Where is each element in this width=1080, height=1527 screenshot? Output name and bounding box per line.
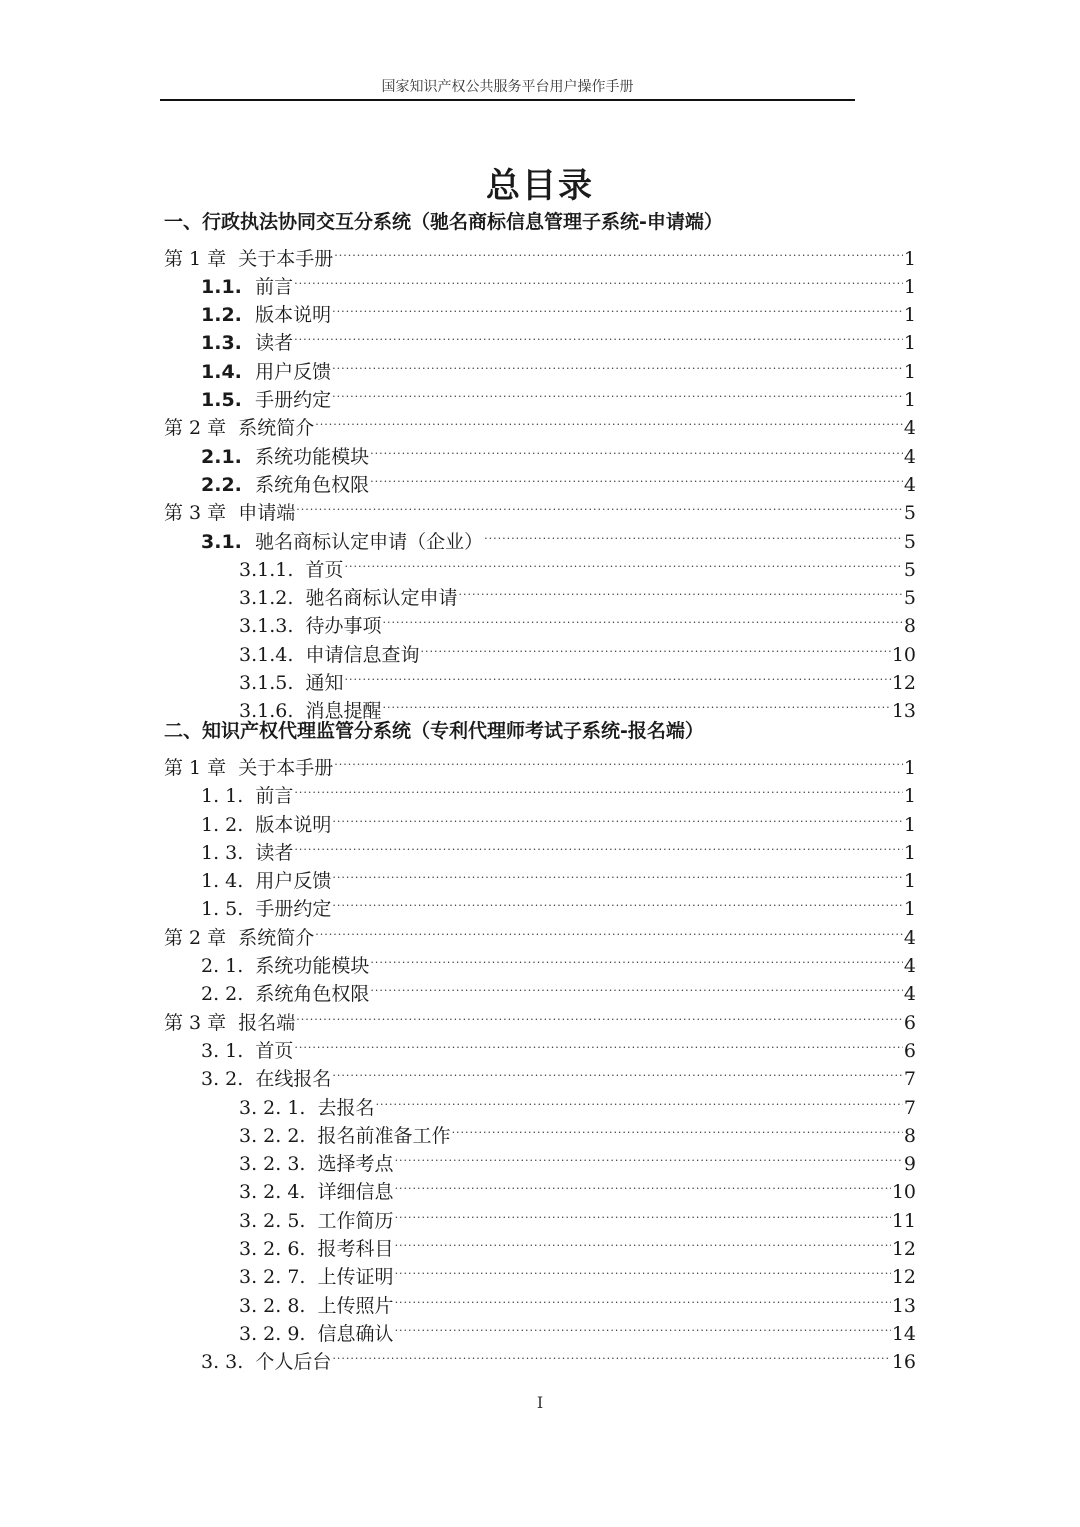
toc-entry-page: 5 [903, 502, 916, 525]
toc-entry-page: 1 [903, 360, 916, 383]
toc-entry-number: 2. 2. [201, 983, 256, 1006]
toc-entry-number: 3. 2. 9. [239, 1322, 318, 1345]
toc-dot-leader [484, 519, 903, 547]
toc-dot-leader [296, 1000, 903, 1028]
toc-entry-page: 7 [903, 1068, 916, 1091]
table-of-contents [164, 208, 916, 1374]
toc-entry-number: 1. 3. [201, 841, 256, 864]
toc-entry-label: 手册约定 [255, 389, 332, 412]
toc-entry-number: 3. 2. 2. [239, 1124, 318, 1147]
toc-entry-number: 2. 1. [201, 955, 256, 978]
toc-entry-page: 6 [903, 1039, 916, 1062]
toc-section-heading: 一、行政执法协同交互分系统（驰名商标信息管理子系统-申请端） [164, 211, 723, 233]
toc-entry-label: 个人后台 [255, 1351, 332, 1374]
toc-entry-page: 14 [891, 1322, 916, 1345]
toc-entry-label: 版本说明 [255, 304, 332, 327]
toc-entry-number: 3.1.6. [239, 700, 306, 723]
toc-dot-leader [334, 236, 903, 264]
toc-dot-leader [395, 1283, 891, 1311]
toc-entry-label: 驰名商标认定申请 [305, 587, 458, 610]
toc-entry-page: 8 [903, 615, 916, 638]
toc-entry-page: 11 [891, 1209, 916, 1232]
toc-dot-leader [376, 1085, 903, 1113]
toc-dot-leader [344, 661, 890, 689]
toc-entry-label: 选择考点 [317, 1153, 394, 1176]
toc-dot-leader [332, 1340, 890, 1368]
toc-entry-label: 驰名商标认定申请（企业） [255, 530, 484, 553]
toc-dot-leader [294, 831, 903, 859]
toc-entry-page: 1 [903, 389, 916, 412]
toc-entry-page: 1 [903, 332, 916, 355]
toc-entry-number: 3. 3. [201, 1351, 256, 1374]
toc-entry-number: 1.2. [201, 304, 256, 327]
toc-dot-leader [294, 1029, 903, 1057]
toc-dot-leader [296, 491, 903, 519]
page-title: 总目录 [486, 166, 594, 206]
toc-entry-number: 3.1.3. [239, 615, 306, 638]
toc-entry-page: 1 [903, 841, 916, 864]
toc-entry-page: 9 [903, 1153, 916, 1176]
toc-entry-label: 关于本手册 [238, 247, 334, 270]
toc-entry-number: 3. 2. 5. [239, 1209, 318, 1232]
toc-entry-page: 13 [891, 1294, 916, 1317]
toc-entry-label: 在线报名 [255, 1068, 332, 1091]
toc-entry-number: 第 1 章 [164, 247, 239, 270]
toc-entry-label: 系统简介 [238, 926, 315, 949]
toc-dot-leader [370, 434, 903, 462]
toc-dot-leader [395, 1312, 891, 1340]
toc-dot-leader [395, 1170, 891, 1198]
toc-dot-leader [395, 1255, 891, 1283]
toc-entry-label: 系统简介 [238, 417, 315, 440]
toc-entry-number: 第 2 章 [164, 417, 239, 440]
toc-entry-number: 2.1. [201, 445, 256, 468]
toc-entry-label: 版本说明 [255, 813, 332, 836]
toc-entry[interactable] [164, 236, 916, 270]
toc-entry-label: 去报名 [317, 1096, 375, 1119]
toc-entry-number: 3.1.5. [239, 672, 306, 695]
toc-entry-label: 前言 [255, 275, 294, 298]
toc-entry-page: 7 [903, 1096, 916, 1119]
toc-dot-leader [332, 802, 903, 830]
toc-entry-number: 第 3 章 [164, 1011, 239, 1034]
toc-entry-label: 用户反馈 [255, 360, 332, 383]
toc-entry-page: 1 [903, 813, 916, 836]
toc-entry-number: 3. 2. 1. [239, 1096, 318, 1119]
toc-entry-page: 10 [891, 1181, 916, 1204]
toc-entry-label: 消息提醒 [305, 700, 382, 723]
toc-entry-label: 工作简历 [317, 1209, 394, 1232]
toc-entry-page: 1 [903, 304, 916, 327]
toc-entry-number: 2.2. [201, 473, 256, 496]
toc-entry-label: 上传照片 [317, 1294, 394, 1317]
toc-entry-number: 3. 2. 7. [239, 1266, 318, 1289]
toc-entry-page: 4 [903, 445, 916, 468]
toc-entry-page: 1 [903, 870, 916, 893]
toc-entry-page: 1 [903, 785, 916, 808]
toc-dot-leader [294, 774, 903, 802]
toc-entry-number: 3. 2. [201, 1068, 256, 1091]
toc-dot-leader [382, 604, 902, 632]
toc-entry-label: 手册约定 [255, 898, 332, 921]
toc-dot-leader [332, 349, 903, 377]
toc-dot-leader [332, 1057, 903, 1085]
toc-entry-label: 报名前准备工作 [317, 1124, 451, 1147]
toc-dot-leader [382, 689, 890, 717]
page-number: I [536, 1393, 544, 1412]
toc-entry-number: 1. 2. [201, 813, 256, 836]
toc-entry-page: 16 [891, 1351, 916, 1374]
toc-entry-page: 4 [903, 473, 916, 496]
toc-entry-number: 1. 4. [201, 870, 256, 893]
toc-entry-number: 3.1.4. [239, 643, 306, 666]
toc-entry-label: 待办事项 [305, 615, 382, 638]
toc-entry-page: 4 [903, 417, 916, 440]
toc-entry-number: 第 2 章 [164, 926, 239, 949]
toc-entry-label: 详细信息 [317, 1181, 394, 1204]
toc-section-heading: 二、知识产权代理监管分系统（专利代理师考试子系统-报名端） [164, 720, 704, 743]
toc-entry-label: 读者 [255, 332, 294, 355]
toc-entry-label: 申请信息查询 [305, 643, 420, 666]
toc-entry-label: 申请端 [238, 502, 296, 525]
toc-dot-leader [315, 915, 903, 943]
toc-dot-leader [332, 887, 903, 915]
toc-entry-label: 系统功能模块 [255, 445, 370, 468]
toc-entry-number: 3. 2. 6. [239, 1237, 318, 1260]
toc-entry-number: 3.1.2. [239, 587, 306, 610]
toc-entry-number: 3. 2. 8. [239, 1294, 318, 1317]
toc-dot-leader [294, 321, 903, 349]
toc-entry-number: 1.5. [201, 389, 256, 412]
toc-entry-number: 1.4. [201, 360, 256, 383]
toc-dot-leader [452, 1114, 903, 1142]
toc-entry-page: 12 [891, 1237, 916, 1260]
toc-dot-leader [334, 746, 903, 774]
toc-entry-label: 信息确认 [317, 1322, 394, 1345]
toc-dot-leader [332, 293, 903, 321]
toc-entry-number: 1.3. [201, 332, 256, 355]
toc-entry-page: 5 [903, 530, 916, 553]
header-rule [160, 99, 855, 101]
toc-dot-leader [395, 1198, 891, 1226]
toc-entry-page: 10 [891, 643, 916, 666]
toc-entry-label: 上传证明 [317, 1266, 394, 1289]
toc-entry-page: 1 [903, 756, 916, 779]
toc-entry-page: 4 [903, 983, 916, 1006]
toc-entry-number: 1. 1. [201, 785, 256, 808]
running-header: 国家知识产权公共服务平台用户操作手册 [381, 79, 634, 95]
toc-dot-leader [370, 944, 903, 972]
toc-entry-number: 3.1.1. [239, 558, 306, 581]
toc-entry-number: 1.1. [201, 275, 256, 298]
toc-entry-label: 首页 [255, 1039, 294, 1062]
toc-entry-page: 13 [891, 700, 916, 723]
toc-dot-leader [370, 972, 903, 1000]
toc-dot-leader [294, 265, 903, 293]
toc-entry-page: 12 [891, 672, 916, 695]
toc-dot-leader [332, 378, 903, 406]
toc-dot-leader [395, 1227, 891, 1255]
toc-dot-leader [458, 576, 902, 604]
toc-entry-page: 1 [903, 247, 916, 270]
toc-entry-label: 系统角色权限 [255, 983, 370, 1006]
toc-entry-page: 1 [903, 275, 916, 298]
toc-entry-label: 系统角色权限 [255, 473, 370, 496]
toc-entry-page: 4 [903, 926, 916, 949]
toc-entry-label: 通知 [305, 672, 344, 695]
toc-entry-number: 第 3 章 [164, 502, 239, 525]
toc-dot-leader [332, 859, 903, 887]
toc-entry-page: 5 [903, 587, 916, 610]
toc-dot-leader [344, 548, 902, 576]
toc-entry-number: 3. 1. [201, 1039, 256, 1062]
toc-entry-page: 12 [891, 1266, 916, 1289]
toc-entry-page: 1 [903, 898, 916, 921]
toc-entry-number: 3. 2. 3. [239, 1153, 318, 1176]
toc-entry-page: 6 [903, 1011, 916, 1034]
toc-entry-page: 4 [903, 955, 916, 978]
toc-entry-label: 报名端 [238, 1011, 296, 1034]
toc-entry[interactable] [164, 746, 916, 779]
toc-entry-number: 3.1. [201, 530, 256, 553]
toc-entry-label: 系统功能模块 [255, 955, 370, 978]
toc-dot-leader [420, 632, 890, 660]
toc-entry-label: 读者 [255, 841, 294, 864]
toc-entry-label: 关于本手册 [238, 756, 334, 779]
toc-dot-leader [370, 463, 903, 491]
toc-entry-label: 前言 [255, 785, 294, 808]
toc-entry-label: 报考科目 [317, 1237, 394, 1260]
toc-entry-page: 8 [903, 1124, 916, 1147]
toc-entry-number: 3. 2. 4. [239, 1181, 318, 1204]
toc-dot-leader [395, 1142, 903, 1170]
toc-entry-number: 1. 5. [201, 898, 256, 921]
toc-entry-number: 第 1 章 [164, 756, 239, 779]
toc-dot-leader [315, 406, 903, 434]
toc-entry-page: 5 [903, 558, 916, 581]
toc-entry-label: 首页 [305, 558, 344, 581]
toc-entry-label: 用户反馈 [255, 870, 332, 893]
